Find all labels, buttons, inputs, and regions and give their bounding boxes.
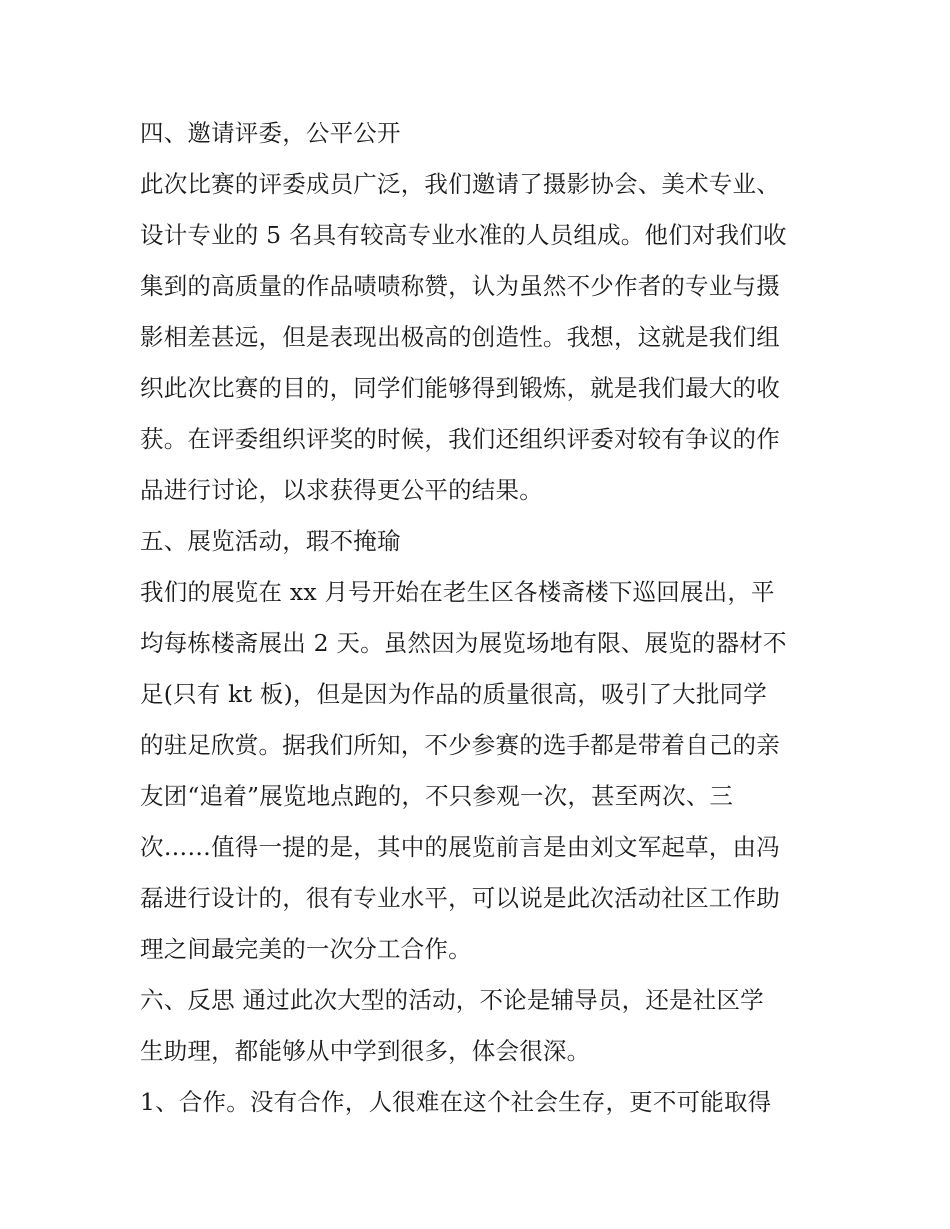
paragraph-line: 足(只有 kt 板)，但是因为作品的质量很高，吸引了大批同学 (140, 680, 767, 708)
section-heading-4: 四、邀请评委，公平公开 (140, 119, 401, 147)
paragraph-line: 此次比赛的评委成员广泛，我们邀请了摄影协会、美术专业、 (140, 170, 780, 198)
document-body (140, 108, 830, 1128)
paragraph-line: 织此次比赛的目的，同学们能够得到锻炼，就是我们最大的收 (140, 374, 780, 402)
paragraph-line: 的驻足欣赏。据我们所知，不少参赛的选手都是带着自己的亲 (140, 731, 780, 759)
paragraph-line: 获。在评委组织评奖的时候，我们还组织评委对较有争议的作 (140, 425, 780, 453)
paragraph-line: 我们的展览在 xx 月号开始在老生区各楼斋楼下巡回展出，平 (140, 578, 775, 606)
paragraph-line: 集到的高质量的作品啧啧称赞，认为虽然不少作者的专业与摄 (140, 272, 780, 300)
paragraph-line: 理之间最完美的一次分工合作。 (140, 935, 472, 963)
paragraph-line: 品进行讨论，以求获得更公平的结果。 (140, 476, 543, 504)
list-item-1: 1、合作。没有合作，人很难在这个社会生存，更不可能取得 (140, 1088, 772, 1116)
paragraph-line: 影相差甚远，但是表现出极高的创造性。我想，这就是我们组 (140, 323, 780, 351)
paragraph-line: 生助理，都能够从中学到很多，体会很深。 (140, 1037, 591, 1065)
paragraph-line: 均每栋楼斋展出 2 天。虽然因为展览场地有限、展览的器材不 (140, 629, 787, 657)
paragraph-line: 友团“追着”展览地点跑的，不只参观一次，甚至两次、三 (140, 782, 734, 810)
section-heading-5: 五、展览活动，瑕不掩瑜 (140, 527, 401, 555)
paragraph-line: 磊进行设计的，很有专业水平，可以说是此次活动社区工作助 (140, 884, 780, 912)
section-heading-6: 六、反思 通过此次大型的活动，不论是辅导员，还是社区学 (140, 986, 764, 1014)
paragraph-line: 设计专业的 5 名具有较高专业水准的人员组成。他们对我们收 (140, 221, 787, 249)
paragraph-line: 次……值得一提的是，其中的展览前言是由刘文军起草，由冯 (140, 833, 780, 861)
